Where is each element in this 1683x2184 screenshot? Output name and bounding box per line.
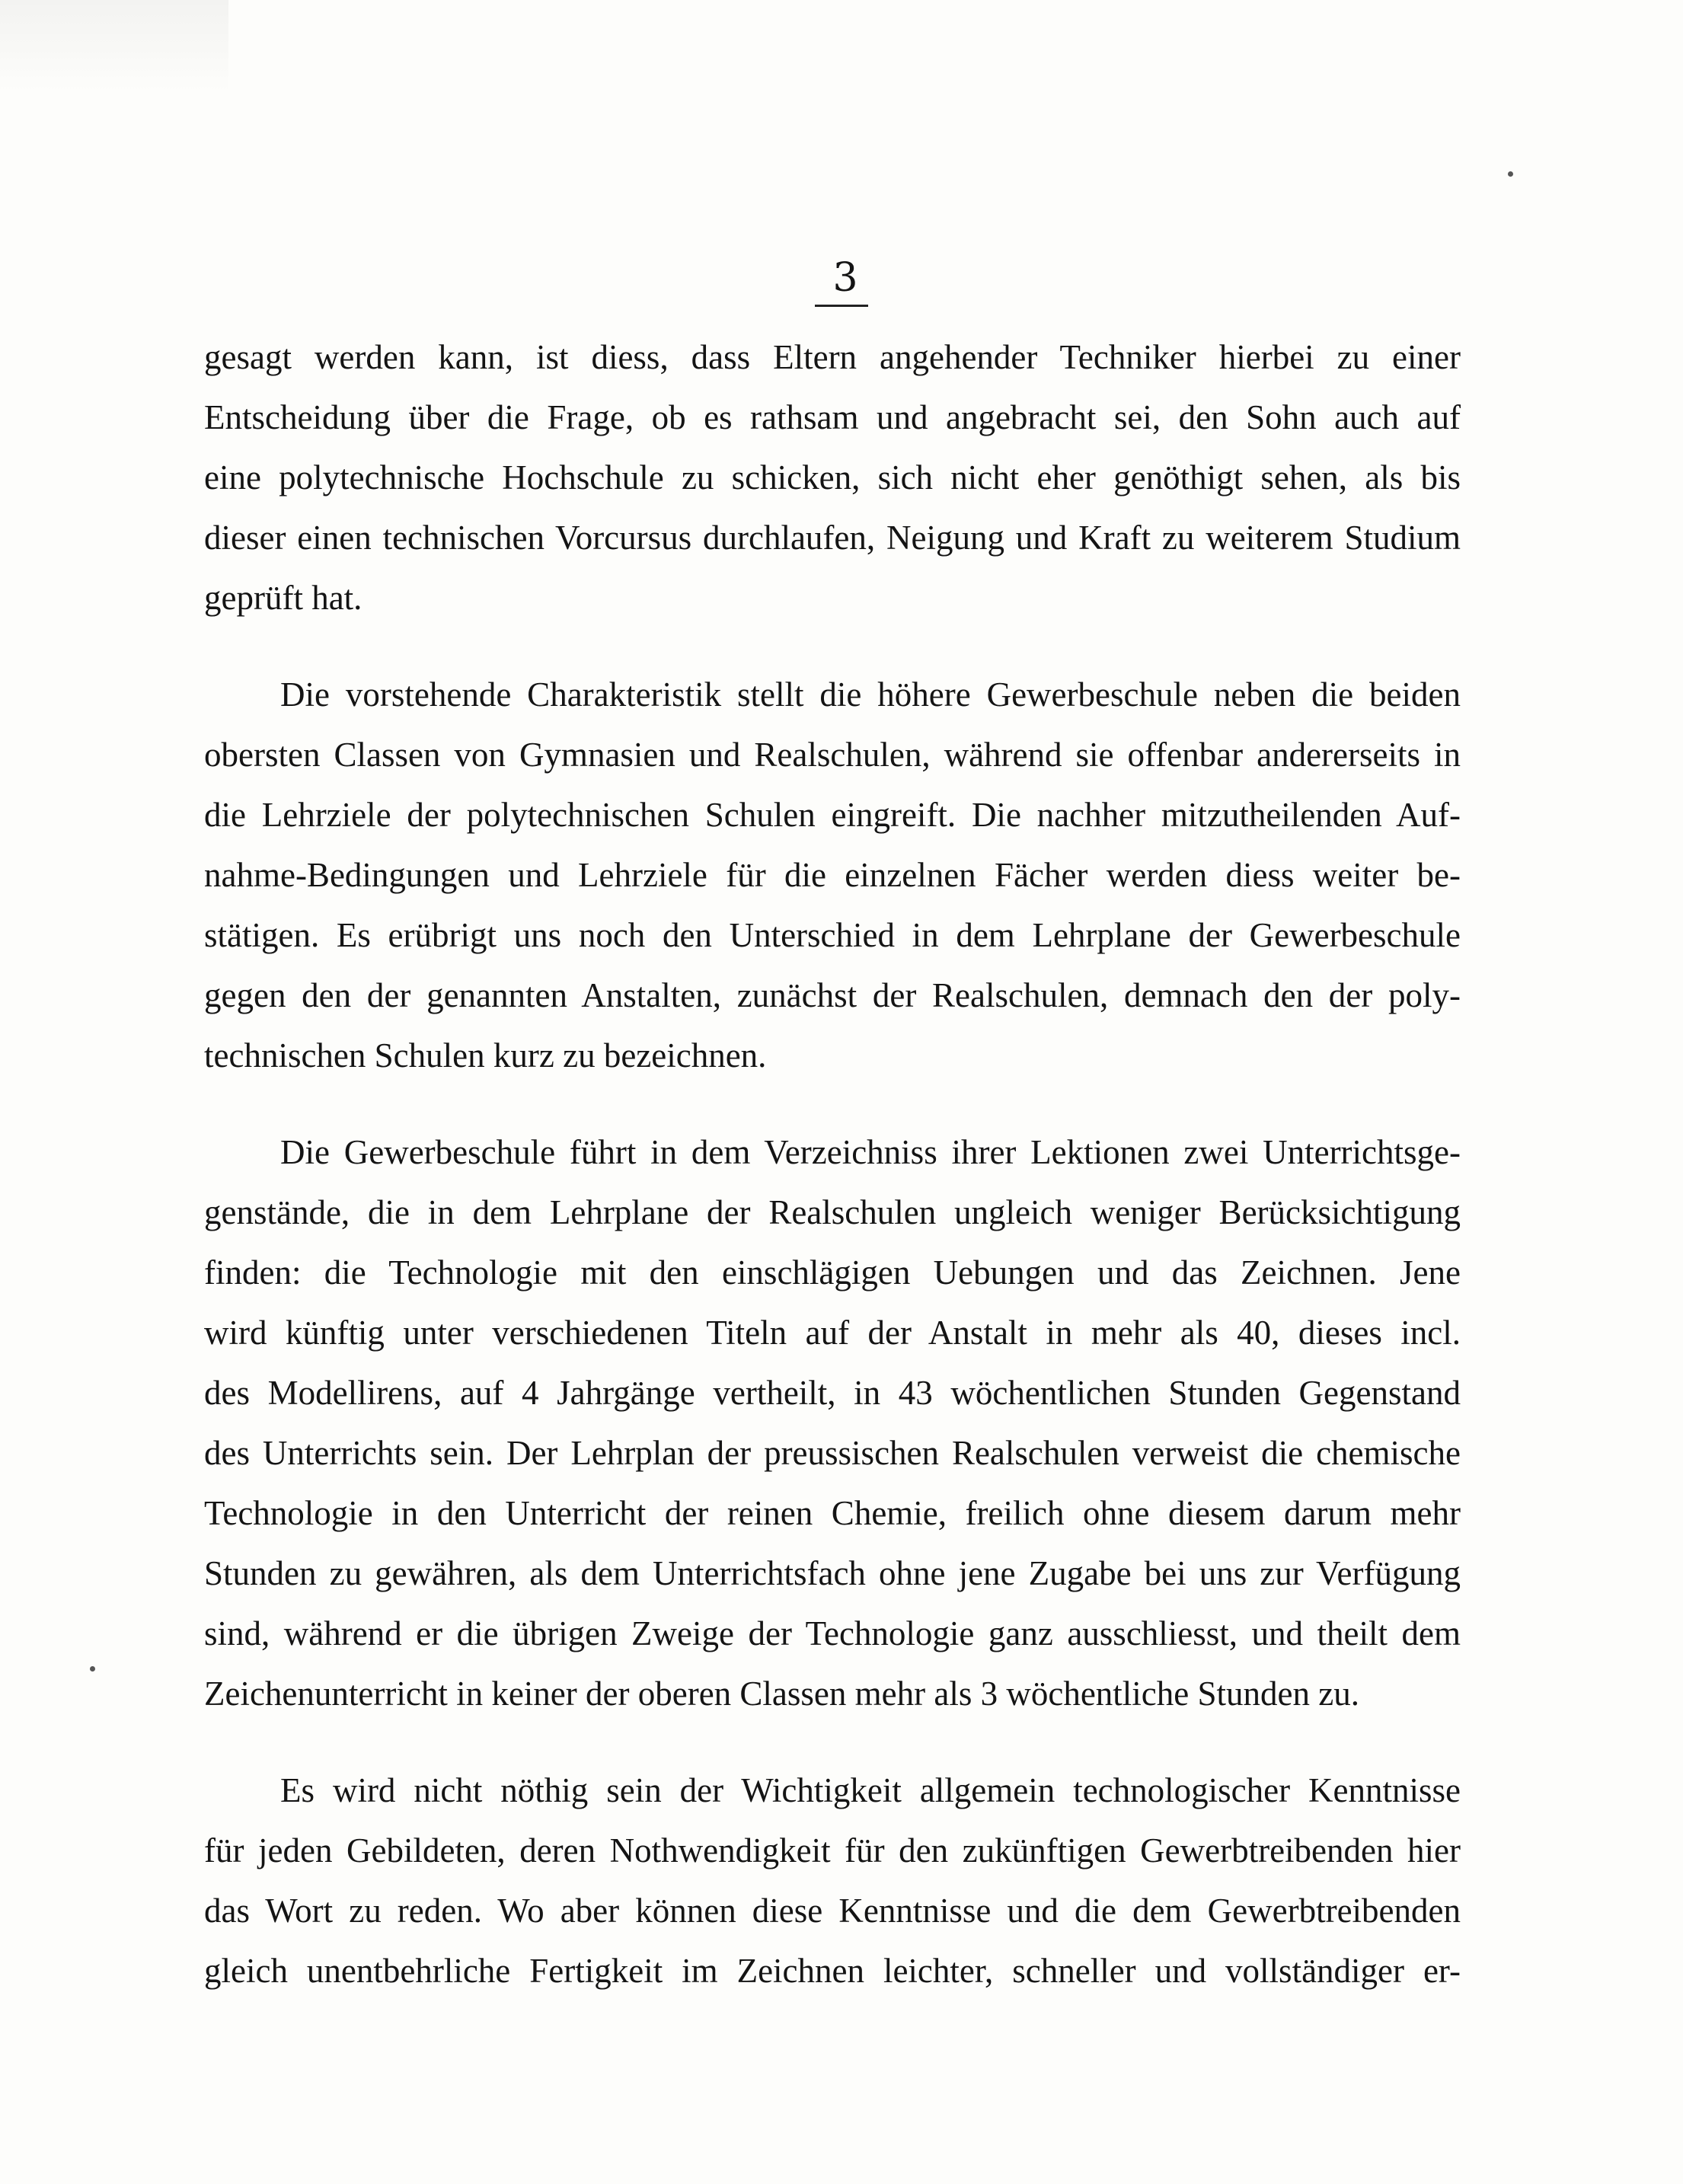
text-line: eine polytechnische Hochschule zu schicken, sich nicht eher genöthigt sehen, als bis xyxy=(204,458,1461,497)
paragraph-spacer xyxy=(204,1086,1461,1122)
text-line: das Wort zu reden. Wo aber können diese Kenntnisse und die dem Gewerbtreibenden xyxy=(204,1892,1461,1930)
text-line: nahme-Bedingungen und Lehrziele für die einzelnen Fächer werden diess weiter be- xyxy=(204,856,1461,894)
paragraph-spacer xyxy=(204,1724,1461,1761)
body-text xyxy=(204,327,1461,2001)
paragraph-2 xyxy=(204,665,1461,1086)
text-line: wird künftig unter verschiedenen Titeln auf der Anstalt in mehr als 40, dieses incl. xyxy=(204,1314,1461,1352)
text-line: gesagt werden kann, ist diess, dass Eltern angehender Techniker hierbei zu einer xyxy=(204,338,1461,376)
paragraph-1 xyxy=(204,327,1461,628)
text-line: Die Gewerbeschule führt in dem Verzeichniss ihrer Lektionen zwei Unterrichtsge- xyxy=(280,1133,1461,1171)
text-line: des Modellirens, auf 4 Jahrgänge vertheilt, in 43 wöchentlichen Stunden Gegenstand xyxy=(204,1374,1461,1412)
text-line: stätigen. Es erübrigt uns noch den Unterschied in dem Lehrplane der Gewerbeschule xyxy=(204,916,1461,954)
text-line: Zeichenunterricht in keiner der oberen Classen mehr als 3 wöchentliche Stunden zu. xyxy=(204,1675,1359,1713)
text-line: gleich unentbehrliche Fertigkeit im Zeichnen leichter, schneller und vollständiger er- xyxy=(204,1952,1461,1990)
text-line: Stunden zu gewähren, als dem Unterrichtsfach ohne jene Zugabe bei uns zur Verfügung xyxy=(204,1554,1461,1592)
text-line: Technologie in den Unterricht der reinen Chemie, freilich ohne diesem darum mehr xyxy=(204,1494,1461,1532)
text-line: die Lehrziele der polytechnischen Schulen eingreift. Die nachher mitzutheilenden Auf- xyxy=(204,796,1461,834)
text-line: für jeden Gebildeten, deren Nothwendigkeit für den zukünftigen Gewerbtreibenden hier xyxy=(204,1831,1461,1869)
text-line: des Unterrichts sein. Der Lehrplan der preussischen Realschulen verweist die chemische xyxy=(204,1434,1461,1472)
paragraph-spacer xyxy=(204,628,1461,665)
text-line: dieser einen technischen Vorcursus durchlaufen, Neigung und Kraft zu weiterem Studium xyxy=(204,519,1461,557)
paragraph-3 xyxy=(204,1122,1461,1724)
page-number: 3 xyxy=(832,255,858,301)
text-line: Entscheidung über die Frage, ob es rathsam und angebracht sei, den Sohn auch auf xyxy=(204,398,1461,436)
text-line: obersten Classen von Gymnasien und Realschulen, während sie offenbar andererseits in xyxy=(204,736,1461,774)
scan-speck xyxy=(1508,171,1513,177)
paragraph-4 xyxy=(204,1761,1461,2001)
text-line: geprüft hat. xyxy=(204,579,362,617)
text-line: Die vorstehende Charakteristik stellt die höhere Gewerbeschule neben die beiden xyxy=(280,675,1461,714)
text-line: technischen Schulen kurz zu bezeichnen. xyxy=(204,1036,767,1074)
page-number-underline xyxy=(815,305,868,307)
text-line: finden: die Technologie mit den einschlägigen Uebungen und das Zeichnen. Jene xyxy=(204,1253,1461,1292)
text-line: sind, während er die übrigen Zweige der Technologie ganz ausschliesst, und theilt dem xyxy=(204,1614,1461,1652)
scan-shadow xyxy=(0,0,228,91)
text-line: genstände, die in dem Lehrplane der Realschulen ungleich weniger Berücksichtigung xyxy=(204,1193,1461,1231)
scan-speck xyxy=(90,1666,95,1672)
text-line: gegen den der genannten Anstalten, zunächst der Realschulen, demnach den der poly- xyxy=(204,976,1461,1014)
text-line: Es wird nicht nöthig sein der Wichtigkeit allgemein technologischer Kenntnisse xyxy=(280,1771,1461,1809)
